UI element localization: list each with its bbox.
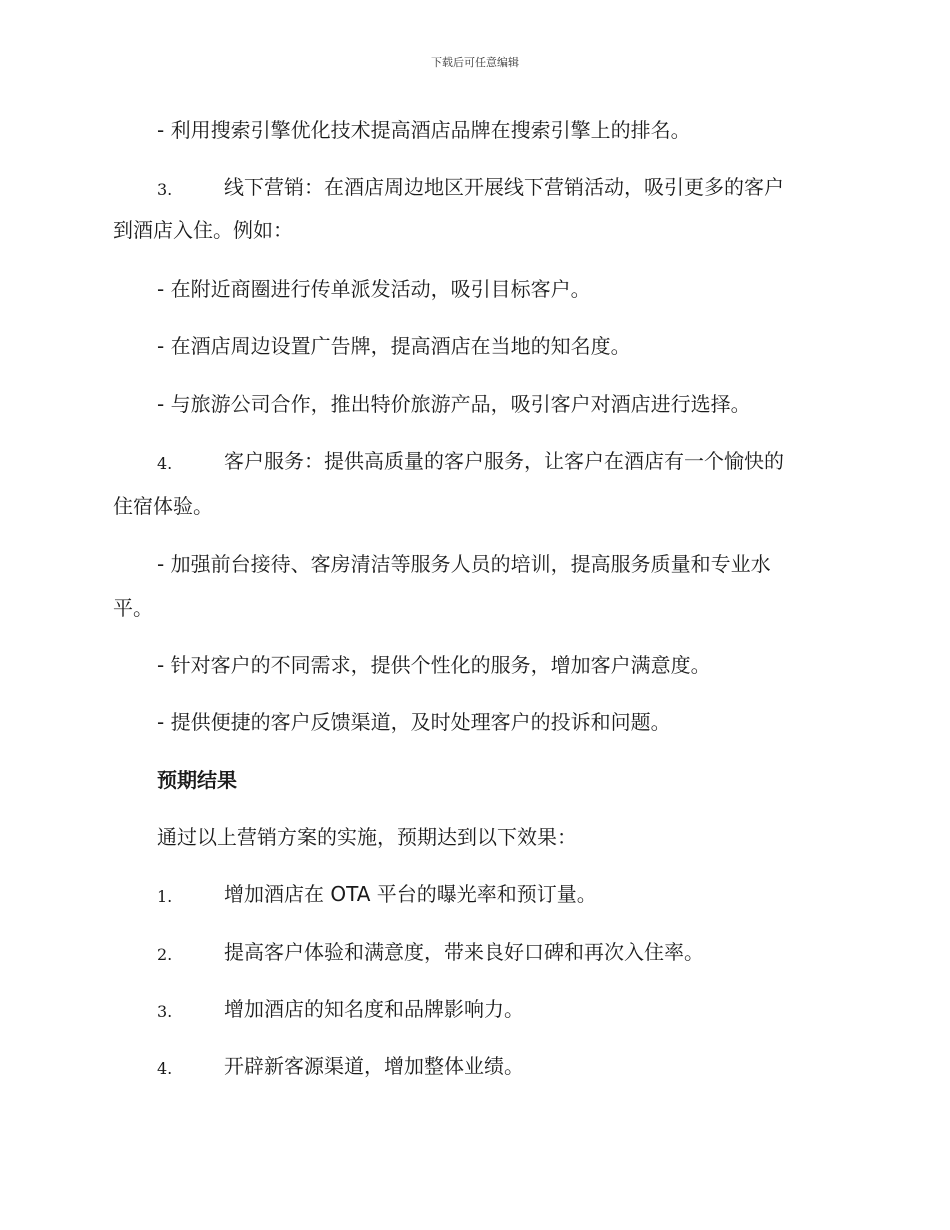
section-heading: 预期结果 (157, 768, 237, 792)
list-number: 2. (157, 945, 173, 964)
service-item-1-line1: - 加强前台接待、客房清洁等服务人员的培训，提高服务质量和专业水 (157, 552, 771, 576)
result-item-text: 提高客户体验和满意度，带来良好口碑和再次入住率。 (224, 940, 704, 964)
list-number: 1. (157, 887, 173, 906)
list-number: 4. (157, 454, 173, 473)
offline-item-3: - 与旅游公司合作，推出特价旅游产品，吸引客户对酒店进行选择。 (157, 392, 751, 416)
service-item-1-line2: 平。 (113, 596, 153, 620)
offline-marketing-line2: 到酒店入住。例如： (113, 218, 293, 242)
offline-marketing-line1: 线下营销：在酒店周边地区开展线下营销活动，吸引更多的客户 (224, 175, 784, 199)
result-item-text: 增加酒店的知名度和品牌影响力。 (224, 997, 524, 1021)
result-item-text: 增加酒店在 OTA 平台的曝光率和预订量。 (224, 882, 597, 906)
service-item-3: - 提供便捷的客户反馈渠道，及时处理客户的投诉和问题。 (157, 710, 671, 734)
list-number: 3. (157, 1002, 173, 1021)
page-header: 下载后可任意编辑 (431, 56, 519, 69)
result-item-text: 开辟新客源渠道，增加整体业绩。 (224, 1054, 524, 1078)
service-item-2: - 针对客户的不同需求，提供个性化的服务，增加客户满意度。 (157, 653, 711, 677)
list-number: 3. (157, 180, 173, 199)
list-number: 4. (157, 1059, 173, 1078)
customer-service-line1: 客户服务：提供高质量的客户服务，让客户在酒店有一个愉快的 (224, 449, 784, 473)
results-intro: 通过以上营销方案的实施，预期达到以下效果： (157, 825, 577, 849)
seo-item-text: - 利用搜索引擎优化技术提高酒店品牌在搜索引擎上的排名。 (157, 118, 691, 142)
customer-service-line2: 住宿体验。 (113, 494, 213, 518)
offline-item-2: - 在酒店周边设置广告牌，提高酒店在当地的知名度。 (157, 334, 631, 358)
offline-item-1: - 在附近商圈进行传单派发活动，吸引目标客户。 (157, 277, 591, 301)
